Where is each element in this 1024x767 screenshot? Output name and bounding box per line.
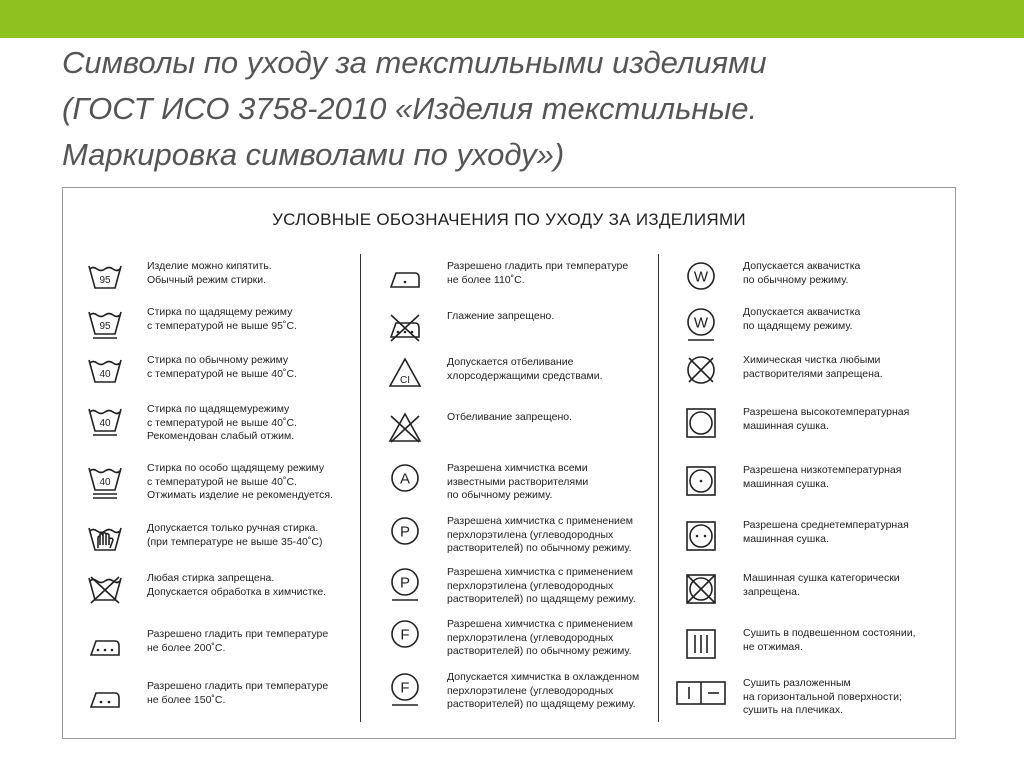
care-description-line: Разрешена химчистка с применением bbox=[447, 515, 633, 527]
care-description bbox=[147, 572, 367, 599]
care-description bbox=[147, 462, 367, 503]
care-description bbox=[743, 464, 963, 491]
slide-title-line: (ГОСТ ИСО 3758-2010 «Изделия текстильные. bbox=[62, 91, 758, 126]
care-description-line: Допускается обработка в химчистке. bbox=[147, 585, 327, 598]
care-description bbox=[743, 677, 963, 718]
care-description bbox=[743, 627, 963, 654]
care-description-line: Разрешено гладить при температуре bbox=[147, 680, 329, 692]
tumble-dry-low-icon bbox=[681, 463, 721, 501]
care-description-line: Допускается только ручная стирка. bbox=[147, 522, 319, 534]
symbol-label: 95 bbox=[99, 321, 111, 332]
care-description-line: растворителей) по обычному режиму. bbox=[447, 645, 632, 657]
care-description-line: по обычному режиму. bbox=[447, 489, 553, 501]
iron-110-icon bbox=[385, 259, 425, 297]
care-description-line: с температурой не выше 40˚С. bbox=[147, 475, 297, 488]
care-description-line: Рекомендован слабый отжим. bbox=[147, 430, 295, 442]
care-description bbox=[147, 680, 367, 707]
symbol-label: 40 bbox=[99, 418, 111, 429]
care-description-line: Любая стирка запрещена. bbox=[147, 572, 275, 584]
dry-clean-f-icon bbox=[385, 617, 425, 655]
care-description-line: сушить на плечиках. bbox=[743, 704, 844, 716]
dry-clean-p-icon bbox=[385, 514, 425, 552]
care-description bbox=[147, 260, 367, 287]
care-description-line: растворителей) по обычному режиму. bbox=[447, 542, 632, 554]
care-description-line: Машинная сушка категорически bbox=[743, 572, 900, 584]
care-description-line: машинная сушка. bbox=[743, 419, 829, 432]
care-description-line: Отжимать изделие не рекомендуется. bbox=[147, 489, 333, 501]
care-description-line: растворителями запрещена. bbox=[743, 367, 883, 380]
care-description-line: Разрешена химчистка с применением bbox=[447, 618, 633, 630]
care-description-line: запрещена. bbox=[743, 585, 800, 598]
no-bleach-icon bbox=[385, 410, 425, 448]
symbol-label: A bbox=[399, 470, 411, 488]
care-description bbox=[447, 462, 667, 503]
care-description-line: Стирка по обычному режиму bbox=[147, 354, 289, 366]
wash-95-icon bbox=[85, 259, 125, 297]
iron-150-icon bbox=[85, 679, 125, 717]
slide-title bbox=[62, 40, 962, 178]
care-description bbox=[743, 260, 963, 287]
symbol-label: F bbox=[400, 679, 410, 697]
care-description-line: перхлорэтилена (углеводородных bbox=[447, 631, 614, 644]
care-description-line: не более 200˚С. bbox=[147, 641, 226, 654]
care-description-line: перхлорэтилена (углеводородных bbox=[447, 528, 614, 541]
care-description bbox=[743, 519, 963, 546]
care-description bbox=[447, 356, 667, 383]
no-iron-icon bbox=[385, 309, 425, 347]
care-description-line: Допускается аквачистка bbox=[743, 260, 861, 272]
care-description-line: с температурой не выше 95˚С. bbox=[147, 319, 297, 332]
care-description-line: хлорсодержащими средствами. bbox=[447, 369, 603, 382]
slide-title-line: Маркировка символами по уходу») bbox=[62, 137, 565, 172]
care-description bbox=[147, 306, 367, 333]
care-description bbox=[447, 310, 667, 324]
no-wash-icon bbox=[85, 571, 125, 609]
care-description bbox=[447, 566, 667, 607]
tumble-dry-medium-icon bbox=[681, 518, 721, 556]
care-description-line: по щадящему режиму. bbox=[743, 319, 853, 332]
symbol-label: 40 bbox=[99, 369, 111, 380]
care-description bbox=[147, 522, 367, 549]
bleach-chlorine-icon bbox=[385, 355, 425, 393]
care-description bbox=[147, 354, 367, 381]
care-description-line: не более 110˚С. bbox=[447, 273, 525, 286]
care-description-line: машинная сушка. bbox=[743, 532, 829, 545]
wash-40-icon bbox=[85, 353, 125, 391]
care-description-line: с температурой не выше 40˚С. bbox=[147, 416, 297, 429]
care-symbols-panel bbox=[62, 187, 956, 739]
care-description-line: Сушить в подвешенном состоянии, bbox=[743, 627, 916, 639]
care-description-line: растворителей) по щадящему режиму. bbox=[447, 593, 636, 605]
care-description-line: не отжимая. bbox=[743, 640, 803, 653]
symbol-label: P bbox=[399, 523, 411, 541]
care-description-line: перхлорэтилена (углеводородных bbox=[447, 579, 614, 592]
care-description-line: с температурой не выше 40˚С. bbox=[147, 367, 297, 380]
care-description-line: Стирка по щадящему режиму bbox=[147, 306, 293, 318]
care-description-line: Разрешена химчистка всеми bbox=[447, 462, 588, 474]
dry-clean-f-gentle-icon bbox=[385, 670, 425, 708]
no-dry-clean-icon bbox=[681, 353, 721, 391]
hand-wash-icon bbox=[85, 521, 125, 559]
care-description-line: Стирка по щадящемурежиму bbox=[147, 403, 290, 415]
dry-flat-icon bbox=[681, 676, 721, 714]
care-description-line: Допускается аквачистка bbox=[743, 306, 861, 318]
care-description-line: Изделие можно кипятить. bbox=[147, 260, 272, 272]
care-description-line: Разрешено гладить при температуре bbox=[147, 628, 329, 640]
care-description-line: Химическая чистка любыми bbox=[743, 354, 881, 366]
symbol-label: P bbox=[399, 574, 411, 592]
care-description bbox=[447, 411, 667, 425]
wet-clean-gentle-icon bbox=[681, 305, 721, 343]
symbol-label: 95 bbox=[99, 275, 111, 286]
care-description bbox=[447, 618, 667, 659]
care-description-line: известными растворителями bbox=[447, 475, 589, 488]
care-description-line: перхлорэтилене (углеводородных bbox=[447, 684, 614, 697]
care-description-line: Глажение запрещено. bbox=[447, 310, 555, 322]
care-description bbox=[147, 628, 367, 655]
tumble-dry-high-icon bbox=[681, 405, 721, 443]
symbol-label: W bbox=[693, 268, 709, 286]
care-description-line: Разрешено гладить при температуре bbox=[447, 260, 629, 272]
care-description bbox=[447, 515, 667, 556]
symbol-label: 40 bbox=[99, 477, 111, 488]
care-description-line: Разрешена среднетемпературная bbox=[743, 519, 909, 531]
care-description-line: Стирка по особо щадящему режиму bbox=[147, 462, 325, 474]
care-description-line: (при температуре не выше 35-40˚С) bbox=[147, 535, 323, 548]
drip-dry-icon bbox=[681, 626, 721, 664]
care-description bbox=[743, 354, 963, 381]
symbol-label: CI bbox=[400, 375, 410, 386]
care-description bbox=[147, 403, 367, 444]
care-description-line: Разрешена низкотемпературная bbox=[743, 464, 902, 476]
wet-clean-icon bbox=[681, 259, 721, 297]
care-description bbox=[743, 572, 963, 599]
symbol-label: W bbox=[693, 314, 709, 332]
care-description-line: Обычный режим стирки. bbox=[147, 273, 267, 286]
care-description-line: Разрешена высокотемпературная bbox=[743, 406, 910, 418]
accent-bar bbox=[0, 0, 1024, 38]
care-description-line: растворителей) по щадящему режиму. bbox=[447, 698, 636, 710]
wash-95-gentle-icon bbox=[85, 305, 125, 343]
care-description bbox=[743, 306, 963, 333]
care-description-line: Допускается отбеливание bbox=[447, 356, 574, 368]
dry-clean-p-gentle-icon bbox=[385, 565, 425, 603]
care-description-line: на горизонтальной поверхности; bbox=[743, 690, 902, 703]
dry-clean-a-icon bbox=[385, 461, 425, 499]
care-description-line: машинная сушка. bbox=[743, 477, 829, 490]
wash-40-gentle-icon bbox=[85, 402, 125, 440]
no-tumble-dry-icon bbox=[681, 571, 721, 609]
care-description-line: Отбеливание запрещено. bbox=[447, 411, 573, 423]
care-description-line: по обычному режиму. bbox=[743, 273, 849, 286]
care-description-line: Разрешена химчистка с применением bbox=[447, 566, 633, 578]
care-description bbox=[743, 406, 963, 433]
symbol-label: F bbox=[400, 626, 410, 644]
care-description-line: не более 150˚С. bbox=[147, 693, 226, 706]
care-description-line: Сушить разложенным bbox=[743, 677, 851, 689]
care-description bbox=[447, 260, 667, 287]
slide-title-line: Символы по уходу за текстильными изделиями bbox=[62, 45, 767, 80]
panel-header: УСЛОВНЫЕ ОБОЗНАЧЕНИЯ ПО УХОДУ ЗА ИЗДЕЛИЯМИ bbox=[272, 210, 746, 229]
care-description-line: Допускается химчистка в охлажденном bbox=[447, 671, 640, 683]
wash-40-very-gentle-icon bbox=[85, 461, 125, 499]
iron-200-icon bbox=[85, 627, 125, 665]
care-description bbox=[447, 671, 667, 712]
